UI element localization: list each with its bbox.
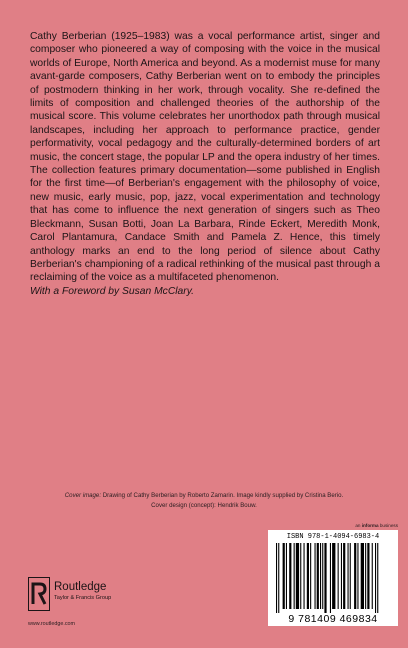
cover-image-text: Drawing of Cathy Berberian by Roberto Zamarin. Image kindly supplied by Cristina Berio. [101, 492, 344, 499]
barcode-bar [322, 543, 323, 609]
cover-image-label: Cover image: [64, 492, 102, 499]
barcode-bar [350, 543, 351, 609]
routledge-logo [28, 577, 148, 617]
cover-design-credit: Cover design (concept): Hendrik Bouw. [151, 502, 257, 509]
cover-image-credit [10, 491, 398, 501]
blurb-main-text: Cathy Berberian (1925–1983) was a vocal performance artist, singer and composer who pioneered a way of composing with the voice in the musical worlds of Europe, North America and beyond. As a modernist muse for many avant-garde composers, Cathy Berberian went on to embody the principles of postmodern thinking in her work, through vocality. She re-defined the limits of composition and challenged theories of the authorship of the musical score. This volume celebrates her unorthodox path through musical landscapes, including her approach to performance practice, gender performativity, vocal pedagogy and the culturally-determined borders of art music, the concert stage, the popular LP and the opera industry of her times. The collection features primary documentation—some published in English for the first time—of Berberian's engagement with the philosophy of voice, new music, early music, pop, jazz, vocal experimentation and technology that has come to influence the next generation of singers such as Theo Bleckmann, Susan Botti, Joan La Barbara, Rinde Eckert, Meredith Monk, Carol Plantamura, Candace Smith and Pamela Z. Hence, this timely anthology marks an end to the long period of silence about Cathy Berberian's championing of a radical rethinking of the musical past through a reclaiming of the voice as a multifaceted phenomenon. [30, 31, 380, 284]
barcode-bar [343, 543, 345, 609]
barcode-bar [286, 543, 287, 609]
barcode-bar [317, 543, 319, 609]
barcode-bar [367, 543, 369, 609]
barcode-bar [375, 543, 376, 613]
barcode-bar [341, 543, 342, 609]
isbn-barcode [268, 530, 398, 626]
barcode-bar [357, 543, 358, 609]
publisher-website[interactable]: www.routledge.com [28, 621, 76, 627]
barcode-bar [348, 543, 349, 609]
publisher-group: Taylor & Francis Group [54, 595, 112, 601]
barcode-bar [338, 543, 339, 609]
barcode-bar [354, 543, 356, 609]
barcode-bar [304, 543, 305, 609]
isbn-text: ISBN 978-1-4094-6983-4 [286, 533, 380, 541]
barcode-bar [276, 543, 277, 613]
informa-brand: informa [361, 523, 379, 528]
foreword-line: With a Foreword by Susan McClary. [30, 285, 194, 297]
barcode-bar [377, 543, 378, 613]
routledge-r-icon [28, 577, 50, 611]
barcode-bar [294, 543, 295, 609]
barcode-bars [276, 543, 390, 613]
barcode-bar [361, 543, 364, 609]
barcode-bar [307, 543, 309, 609]
informa-prefix: an [355, 523, 362, 528]
barcode-bar [324, 543, 326, 613]
barcode-bar [278, 543, 279, 613]
barcode-number: 9 781409 469834 [288, 613, 378, 625]
blurb [30, 30, 380, 298]
barcode-bar [296, 543, 299, 609]
barcode-bar [320, 543, 321, 609]
barcode-bar [330, 543, 331, 613]
barcode-bar [315, 543, 316, 609]
barcode-bar [372, 543, 373, 609]
barcode-bar [300, 543, 301, 609]
informa-suffix: business [378, 523, 398, 528]
cover-credits [10, 491, 398, 511]
barcode-bar [365, 543, 366, 609]
barcode-bar [283, 543, 285, 609]
barcode-bar [332, 543, 335, 609]
barcode-bar [289, 543, 291, 609]
barcode-bar [310, 543, 311, 609]
informa-tag [300, 523, 398, 528]
publisher-name: Routledge [54, 581, 107, 593]
